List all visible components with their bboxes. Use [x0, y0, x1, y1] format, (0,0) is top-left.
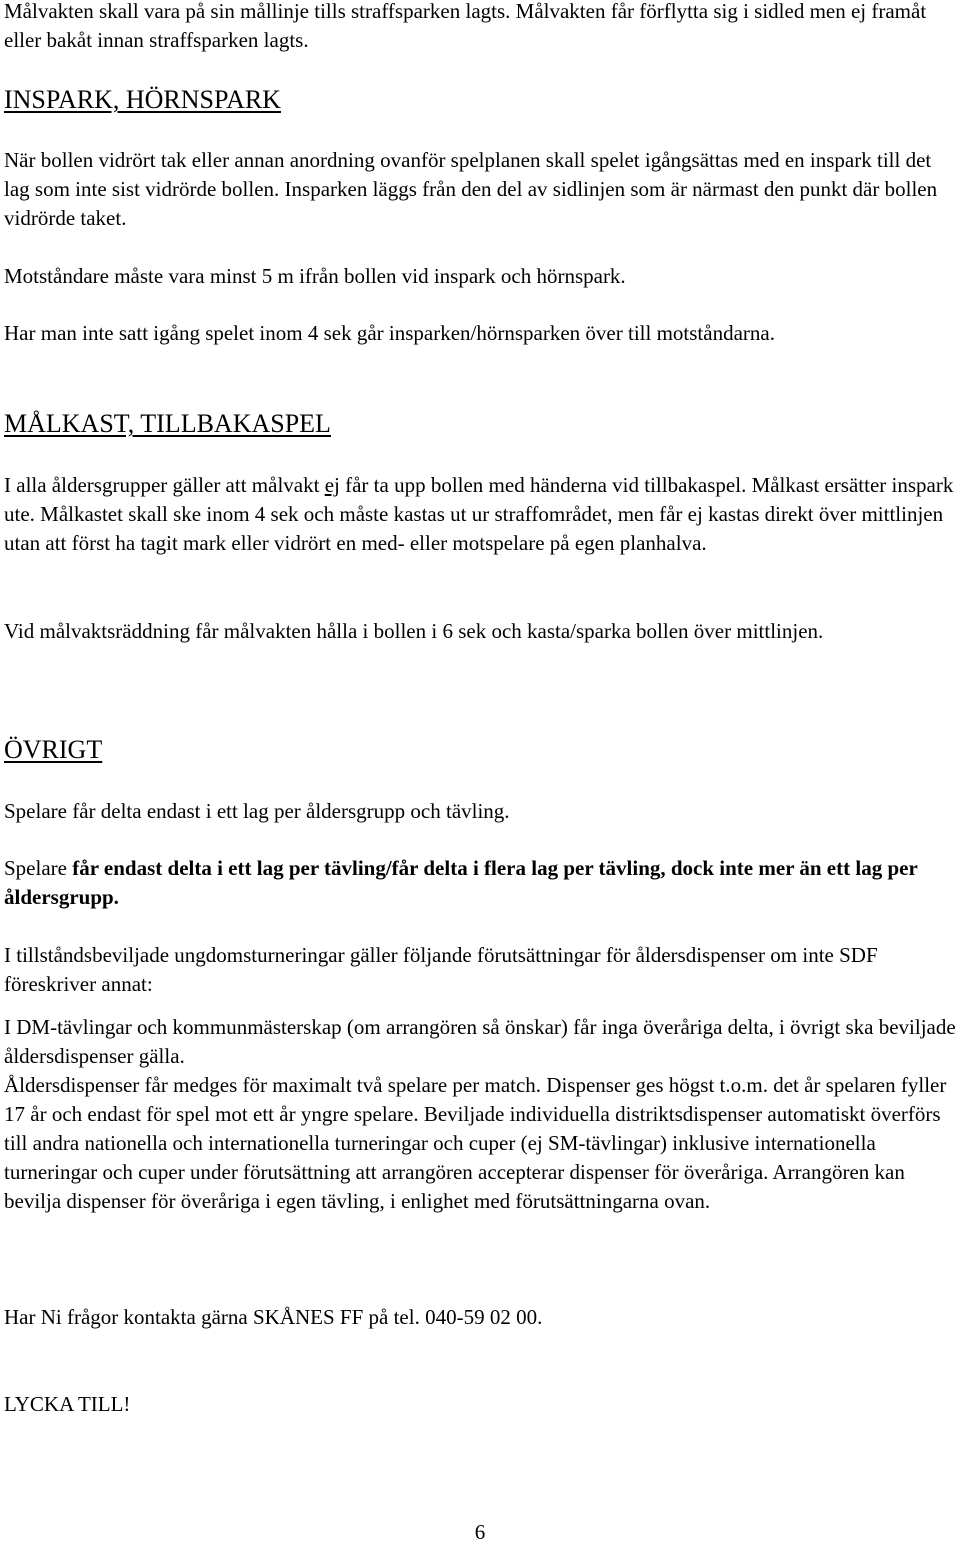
intro-paragraph: Målvakten skall vara på sin mållinje tills straffsparken lagts. Målvakten får förflytta sig i sidled men ej framåt eller bakåt innan straffsparken lagts.	[4, 0, 927, 52]
ovrigt-p2-bold: får endast delta i ett lag per tävling/får delta i flera lag per tävling, dock inte mer än ett lag per åldersgrupp.	[4, 856, 918, 909]
ovrigt-p2-plain: Spelare	[4, 856, 73, 880]
ovrigt-paragraph-1: Spelare får delta endast i ett lag per åldersgrupp och tävling.	[4, 799, 510, 823]
heading-ovrigt: ÖVRIGT	[4, 735, 103, 764]
page-number: 6	[474, 1520, 486, 1544]
ovrigt-paragraph-4: I DM-tävlingar och kommunmästerskap (om arrangören så önskar) får inga överåriga delta, i övrigt ska beviljade åldersdispenser gälla.	[4, 1015, 956, 1068]
malkast-p1-start: I alla åldersgrupper gäller att målvakt	[4, 473, 325, 497]
ovrigt-paragraph-5: Åldersdispenser får medges för maximalt två spelare per match. Dispenser ges högst t.o.m. det år spelaren fyller 17 år och endast för spel mot ett år yngre spelare. Beviljade individuella distriktsdispenser automatiskt överförs till andra nationella och internationella turneringar och cuper (ej SM-tävlingar) inklusive internationella turneringar och cuper under förutsättning att arrangören accepterar dispenser för överåriga. Arrangören kan bevilja dispenser för överåriga i egen tävling, i enlighet med förutsättningarna ovan.	[4, 1073, 947, 1213]
contact-line: Har Ni frågor kontakta gärna SKÅNES FF på tel. 040-59 02 00.	[4, 1305, 543, 1329]
inspark-paragraph-2: Motståndare måste vara minst 5 m ifrån bollen vid inspark och hörnspark.	[4, 264, 626, 288]
malkast-p1-end: får ta upp bollen med händerna vid tillbakaspel. Målkast ersätter inspark ute. Målkastet skall ske inom 4 sek och måste kastas ut ur straffområdet, men får ej kastas direkt över mittlinjen utan att först ha tagit mark eller vidrört en med- eller motspelare på egen planhalva.	[4, 473, 954, 555]
inspark-paragraph-3: Har man inte satt igång spelet inom 4 sek går insparken/hörnsparken över till motståndarna.	[4, 321, 775, 345]
inspark-paragraph-1: När bollen vidrört tak eller annan anordning ovanför spelplanen skall spelet igångsättas med en inspark till det lag som inte sist vidrörde bollen. Insparken läggs från den del av sidlinjen som är närmast den punkt där bollen vidrörde taket.	[4, 148, 938, 230]
heading-malkast: MÅLKAST, TILLBAKASPEL	[4, 409, 331, 438]
ovrigt-paragraph-3: I tillståndsbeviljade ungdomsturneringar gäller följande förutsättningar för åldersdispenser om inte SDF föreskriver annat:	[4, 943, 878, 996]
heading-inspark: INSPARK, HÖRNSPARK	[4, 85, 281, 114]
closing-line: LYCKA TILL!	[4, 1392, 131, 1416]
malkast-paragraph-2: Vid målvaktsräddning får målvakten hålla i bollen i 6 sek och kasta/sparka bollen över mittlinjen.	[4, 619, 824, 643]
malkast-p1-emphasis: ej	[324, 473, 340, 497]
ovrigt-paragraph-2	[4, 854, 958, 912]
malkast-paragraph-1	[4, 471, 958, 558]
